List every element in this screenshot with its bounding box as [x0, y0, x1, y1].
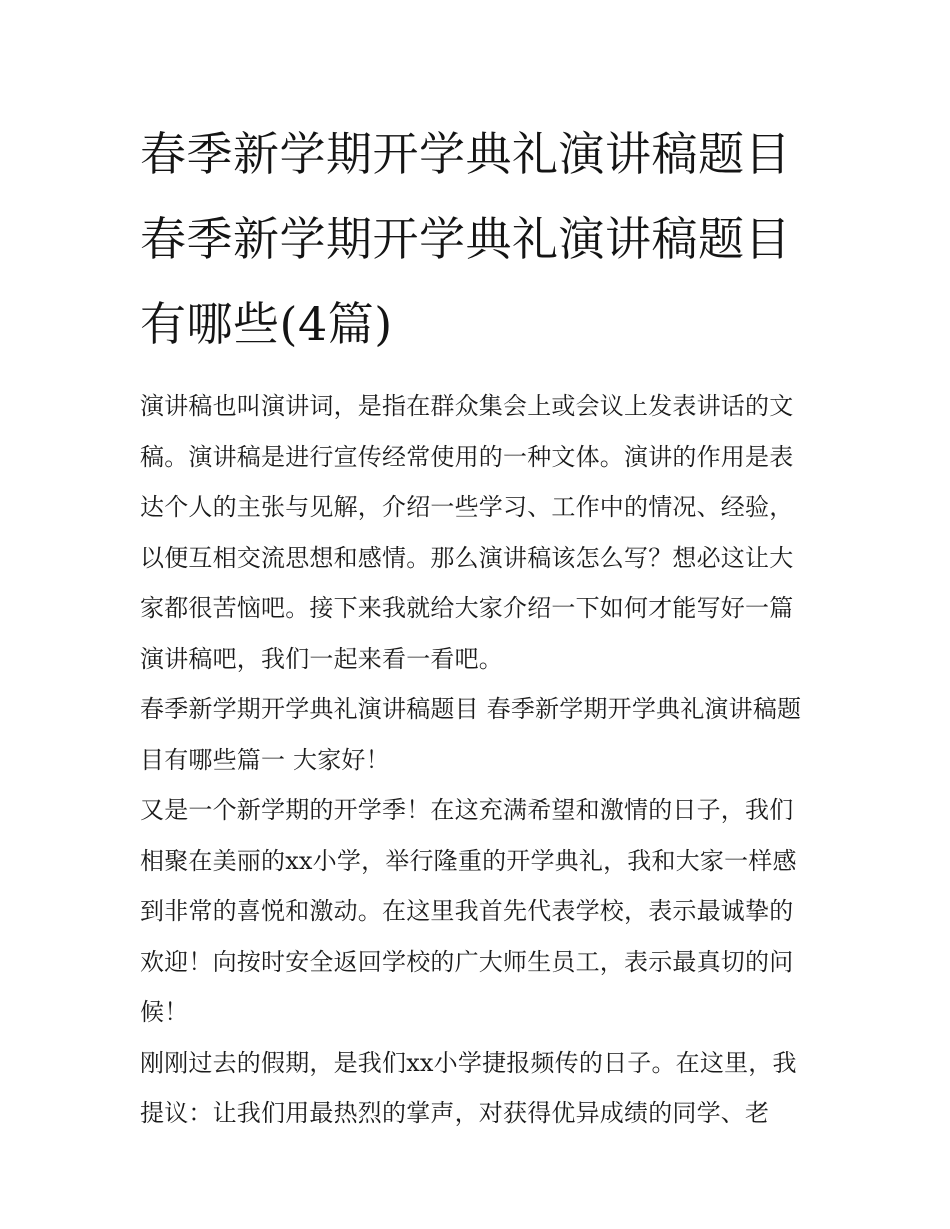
document-body [140, 112, 812, 1139]
paragraph-achievements: 刚刚过去的假期，是我们xx小学捷报频传的日子。在这里，我提议：让我们用最热烈的掌声，对获得优异成绩的同学、老 [140, 1048, 797, 1127]
document-title: 春季新学期开学典礼演讲稿题目 春季新学期开学典礼演讲稿题目有哪些(4篇) [140, 127, 791, 351]
paragraph-greeting: 又是一个新学期的开学季！在这充满希望和激情的日子，我们相聚在美丽的xx小学，举行隆重的开学典礼，我和大家一样感到非常的喜悦和激动。在这里我首先代表学校，表示最诚挚的欢迎！向按时安全返回学校的广大师生员工，表示最真切的问候！ [140, 796, 797, 1026]
paragraph-intro: 演讲稿也叫演讲词，是指在群众集会上或会议上发表讲话的文稿。演讲稿是进行宣传经常使用的一种文体。演讲的作用是表达个人的主张与见解，介绍一些学习、工作中的情况、经验，以便互相交流思想和感情。那么演讲稿该怎么写？想必这让大家都很苦恼吧。接下来我就给大家介绍一下如何才能写好一篇演讲稿吧，我们一起来看一看吧。 [140, 392, 794, 673]
paragraph-section-heading: 春季新学期开学典礼演讲稿题目 春季新学期开学典礼演讲稿题目有哪些篇一 大家好！ [140, 695, 802, 774]
